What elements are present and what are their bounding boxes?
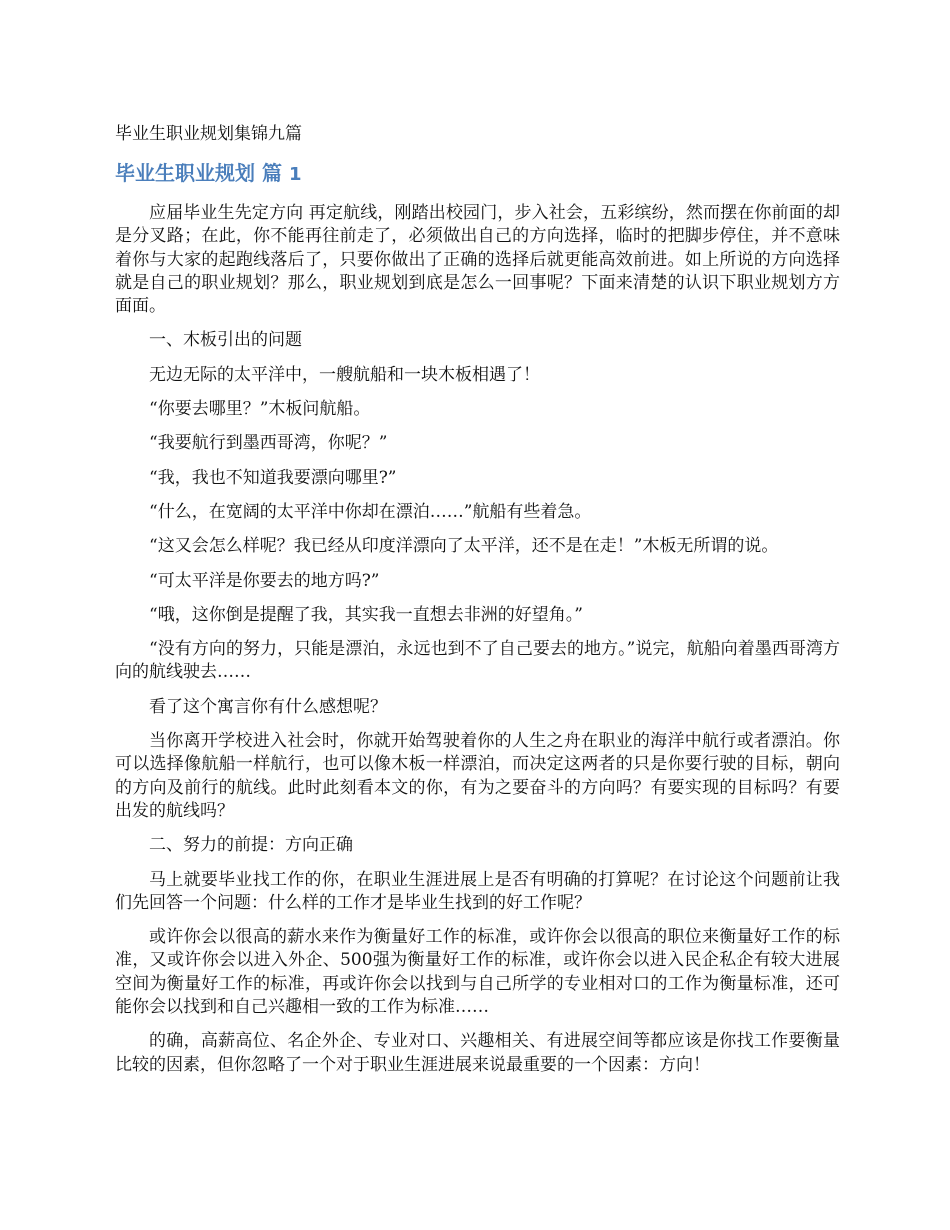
paragraph: 看了这个寓言你有什么感想呢？ (149, 696, 387, 717)
paragraph: 或许你会以很高的薪水来作为衡量好工作的标准，或许你会以很高的职位来衡量好工作的标准，又或许你会以进入外企、500强为衡量好工作的标准，或许你会以进入民企私企有较大进展空间为衡量好工作的标准，再或许你会以找到与自己所学的专业相对口的工作为衡量标准，还可能你会以找到和自己兴趣相一致的工作为标准…… (115, 927, 840, 1018)
dialogue-line: “我，我也不知道我要漂向哪里?” (149, 467, 397, 488)
section-heading-number: 1 (288, 164, 302, 185)
paragraph: 应届毕业生先定方向 再定航线，刚踏出校园门，步入社会，五彩缤纷，然而摆在你前面的却是分叉路；在此，你不能再往前走了，必须做出自己的方向选择，临时的把脚步停住，并不意味着你与大家的起跑线落后了，只要你做出了正确的选择后就更能高效前进。如上所说的方向选择就是自己的职业规划？那么，职业规划到底是怎么一回事呢？下面来清楚的认识下职业规划方方面面。 (115, 203, 840, 317)
dialogue-line: “没有方向的努力，只能是漂泊，永远也到不了自己要去的地方。”说完，航船向着墨西哥湾方向的航线驶去…… (115, 639, 840, 683)
document-title: 毕业生职业规划集锦九篇 (115, 124, 302, 144)
dialogue-line: “什么，在宽阔的太平洋中你却在漂泊……”航船有些着急。 (149, 501, 592, 522)
subheading: 一、木板引出的问题 (149, 330, 302, 351)
dialogue-line: “哦，这你倒是提醒了我，其实我一直想去非洲的好望角。” (149, 604, 583, 625)
section-heading (115, 160, 840, 188)
paragraph: 无边无际的太平洋中，一艘航船和一块木板相遇了！ (149, 364, 540, 385)
subheading: 二、努力的前提：方向正确 (149, 835, 353, 856)
dialogue-line: “可太平洋是你要去的地方吗?” (149, 570, 380, 591)
dialogue-line: “这又会怎么样呢？我已经从印度洋漂向了太平洋，还不是在走！”木板无所谓的说。 (149, 536, 779, 557)
paragraph: 当你离开学校进入社会时，你就开始驾驶着你的人生之舟在职业的海洋中航行或者漂泊。你可以选择像航船一样航行，也可以像木板一样漂泊，而决定这两者的只是你要行驶的目标，朝向的方向及前行的航线。此时此刻看本文的你，有为之要奋斗的方向吗？有要实现的目标吗？有要出发的航线吗？ (115, 731, 840, 821)
paragraph: 马上就要毕业找工作的你，在职业生涯进展上是否有明确的打算呢？在讨论这个问题前让我们先回答一个问题：什么样的工作才是毕业生找到的好工作呢？ (115, 869, 840, 913)
section-heading-text: 毕业生职业规划 篇 (115, 161, 282, 185)
dialogue-line: “我要航行到墨西哥湾，你呢？” (149, 433, 388, 454)
dialogue-line: “你要去哪里？”木板问航船。 (149, 399, 371, 420)
paragraph: 的确，高薪高位、名企外企、专业对口、兴趣相关、有进展空间等都应该是你找工作要衡量比较的因素，但你忽略了一个对于职业生涯进展来说最重要的一个因素：方向！ (115, 1031, 840, 1075)
document-body (115, 122, 840, 1088)
